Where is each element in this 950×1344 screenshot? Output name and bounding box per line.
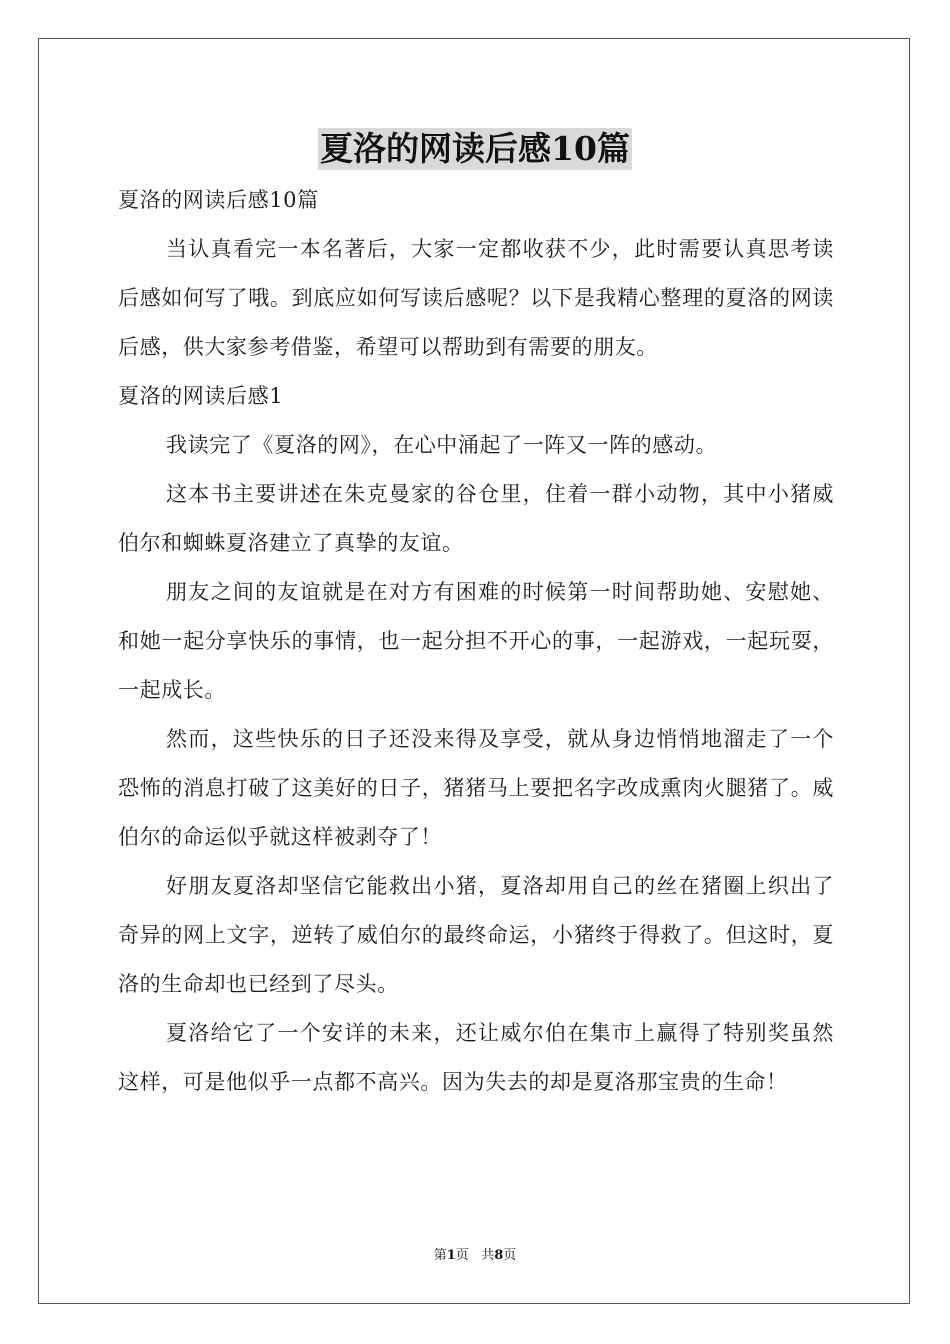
current-page-number: 1 <box>446 1248 456 1263</box>
footer-prefix: 第 <box>433 1248 447 1263</box>
section-heading: 夏洛的网读后感1 <box>118 384 284 408</box>
footer-total-suffix: 页 <box>503 1248 517 1263</box>
document-title: 夏洛的网读后感10篇 <box>320 129 630 168</box>
footer-total-prefix: 共 <box>481 1248 495 1263</box>
title-container <box>0 128 950 170</box>
total-pages-number: 8 <box>494 1248 504 1263</box>
paragraph-intro: 当认真看完一本名著后，大家一定都收获不少，此时需要认真思考读后感如何写了哦。到底应如何写读后感呢？以下是我精心整理的夏洛的网读后感，供大家参考借鉴，希望可以帮助到有需要的朋友。 <box>118 237 834 359</box>
document-body <box>118 176 834 1107</box>
paragraph: 这本书主要讲述在朱克曼家的谷仓里，住着一群小动物，其中小猪威伯尔和蜘蛛夏洛建立了真挚的友谊。 <box>118 482 834 555</box>
subtitle-line: 夏洛的网读后感10篇 <box>118 188 319 212</box>
paragraph: 好朋友夏洛却坚信它能救出小猪，夏洛却用自己的丝在猪圈上织出了奇异的网上文字，逆转了威伯尔的最终命运，小猪终于得救了。但这时，夏洛的生命却也已经到了尽头。 <box>118 874 834 996</box>
footer-page-word: 页 <box>455 1248 469 1263</box>
page-footer <box>0 1244 950 1263</box>
paragraph: 朋友之间的友谊就是在对方有困难的时候第一时间帮助她、安慰她、和她一起分享快乐的事情，也一起分担不开心的事，一起游戏，一起玩耍，一起成长。 <box>118 580 834 702</box>
paragraph: 然而，这些快乐的日子还没来得及享受，就从身边悄悄地溜走了一个恐怖的消息打破了这美好的日子，猪猪马上要把名字改成熏肉火腿猪了。威伯尔的命运似乎就这样被剥夺了！ <box>118 727 834 849</box>
paragraph: 我读完了《夏洛的网》，在心中涌起了一阵又一阵的感动。 <box>166 433 718 457</box>
paragraph: 夏洛给它了一个安详的未来，还让威尔伯在集市上赢得了特别奖虽然这样，可是他似乎一点都不高兴。因为失去的却是夏洛那宝贵的生命！ <box>118 1021 834 1094</box>
